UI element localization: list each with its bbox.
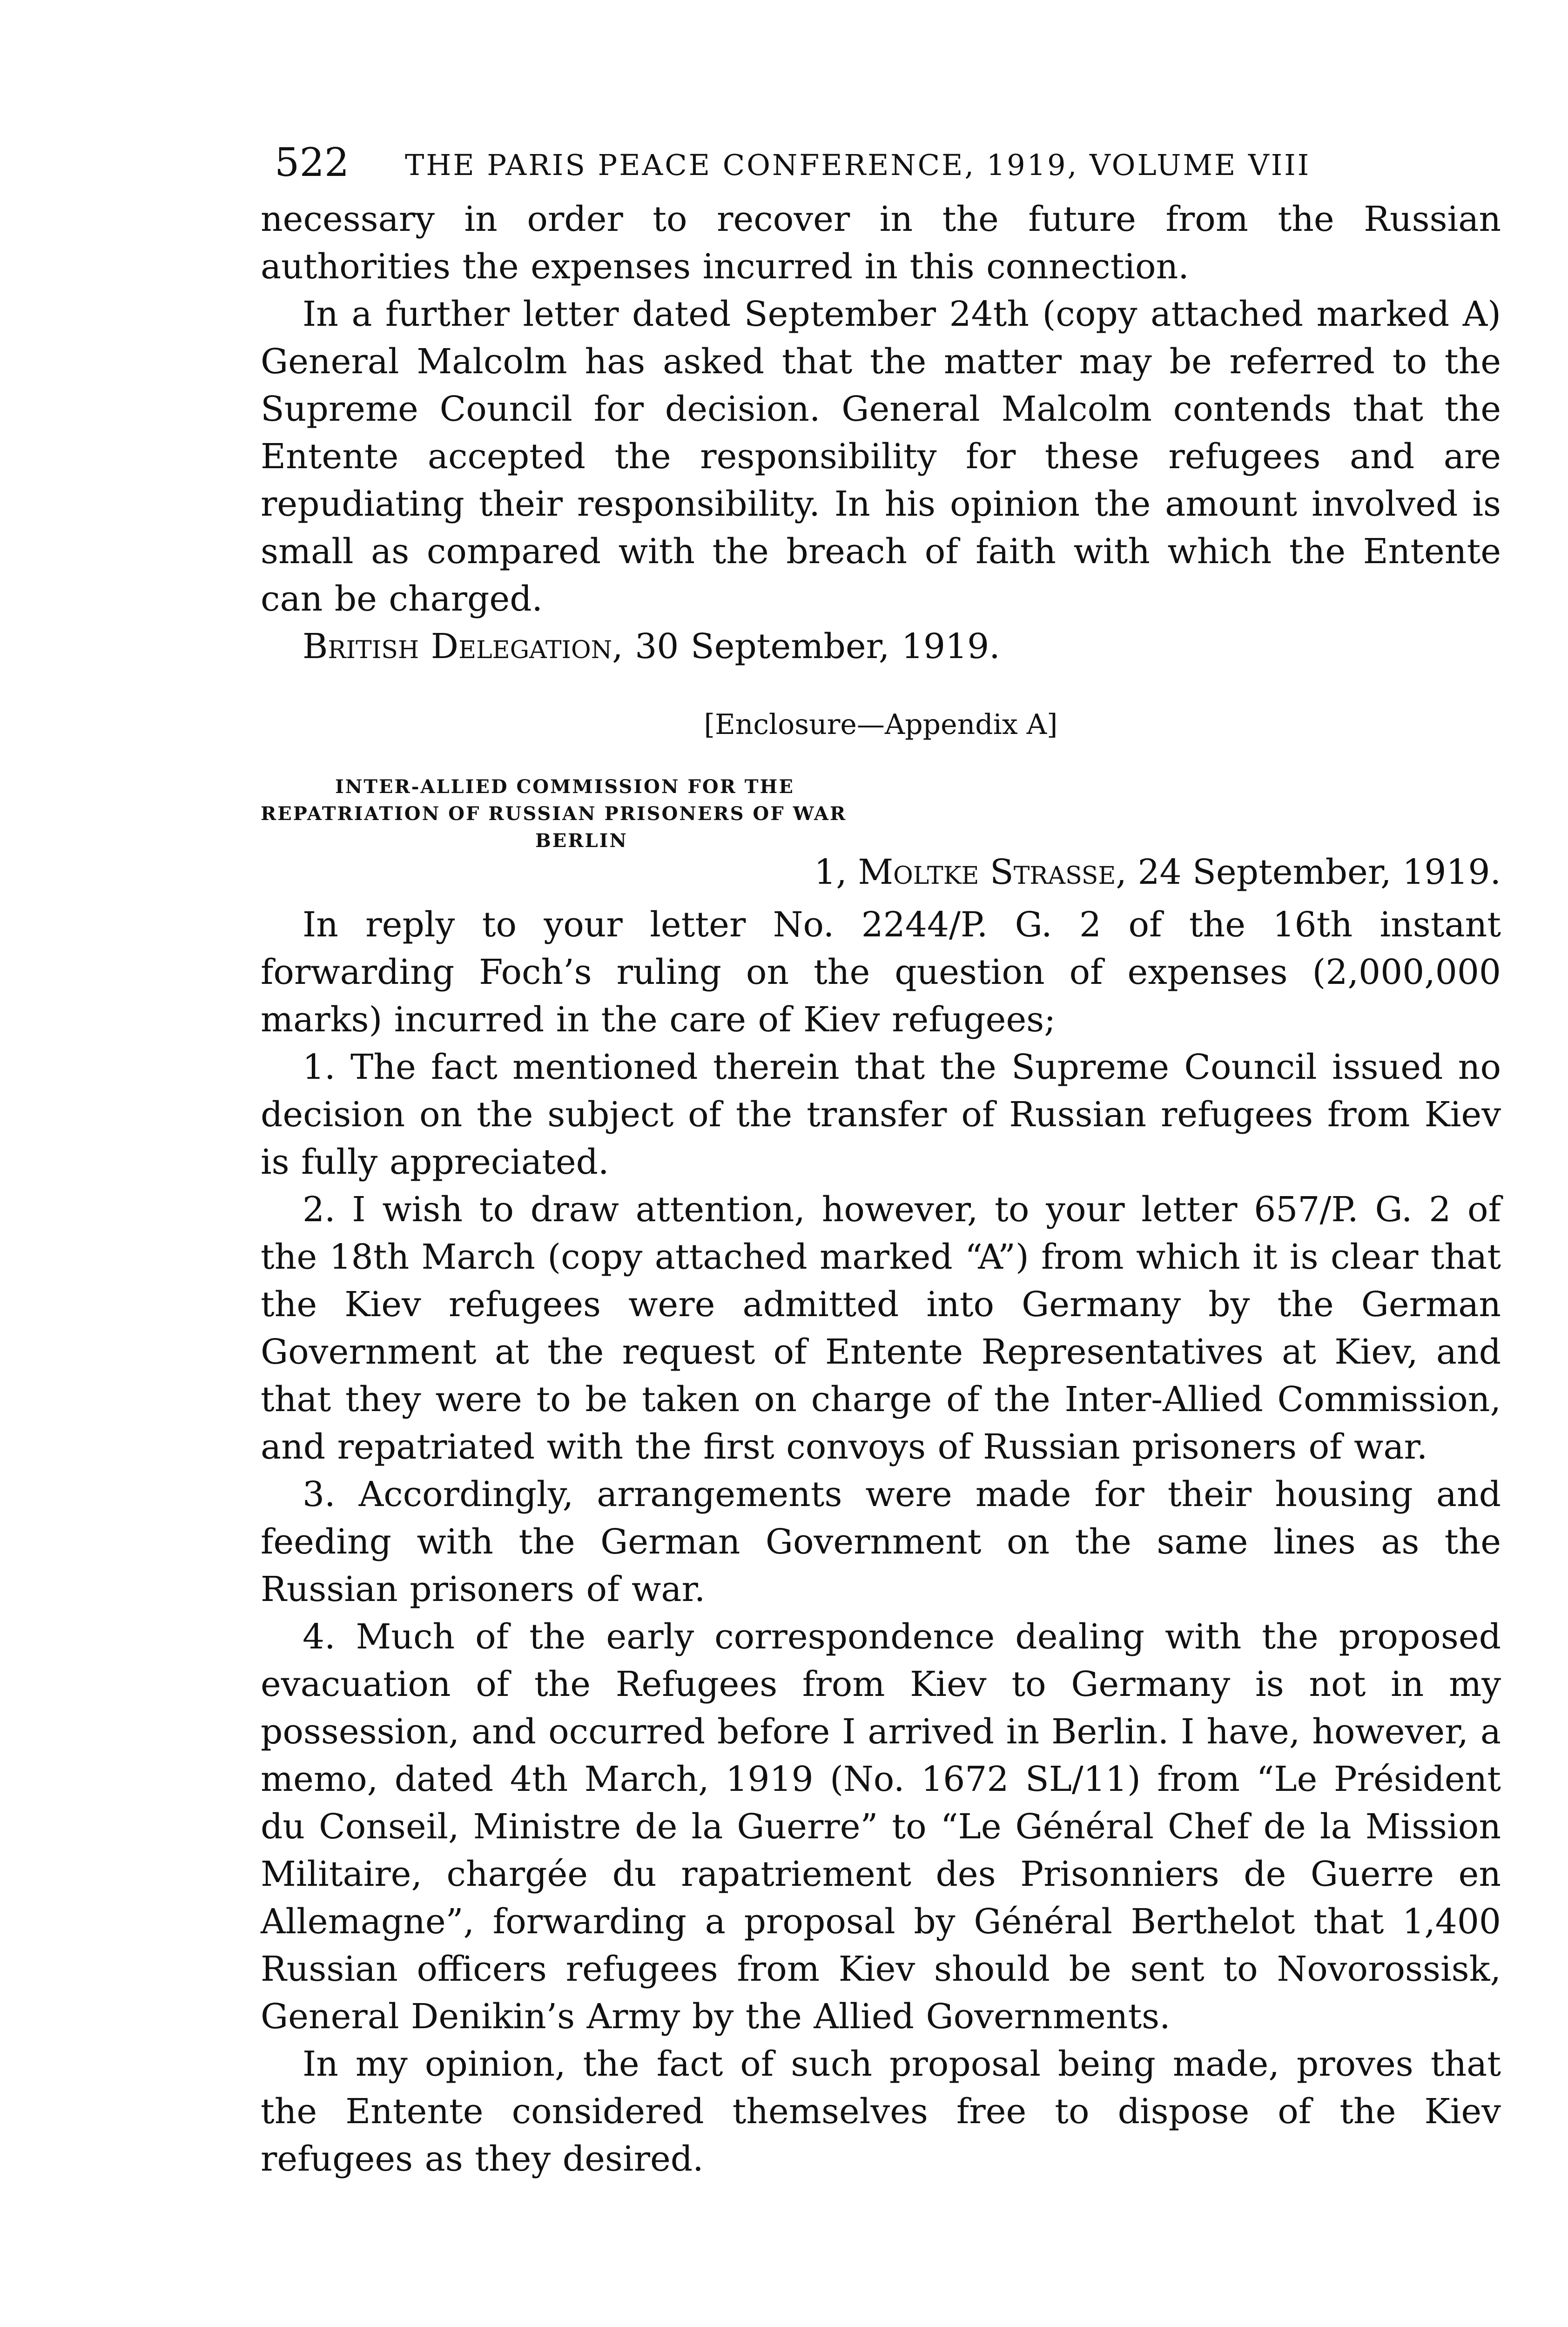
letter-dateline xyxy=(261,849,1501,895)
page-number: 522 xyxy=(275,140,350,185)
running-head xyxy=(261,140,1501,195)
document-page xyxy=(261,140,1501,2183)
letterhead-line: REPATRIATION OF RUSSIAN PRISONERS OF WAR xyxy=(261,803,847,825)
delegation-signature xyxy=(261,623,1501,670)
letter-date: 24 September, 1919. xyxy=(1126,852,1501,892)
body-paragraph-further-letter: In a further letter dated September 24th (copy attached marked A) General Malcolm has asked that the matter may be referred to the Supreme Council for decision. General Malcolm contends that the Entente accepted the responsibility for these refugees and are repudiating their responsibility. In his opinion the amount involved is small as compared with the breach of faith with which the Entente can be charged. xyxy=(261,294,1501,619)
letterhead-line: INTER-ALLIED COMMISSION FOR THE xyxy=(335,776,794,798)
body-paragraph-continuation: necessary in order to recover in the future from the Russian authorities the expenses incurred in this connection. xyxy=(261,199,1501,287)
letter-paragraph: In reply to your letter No. 2244/P. G. 2 of the 16th instant forwarding Foch’s ruling on the question of expenses (2,000,000 marks) incurred in the care of Kiev refugees; xyxy=(261,905,1501,1040)
letter-paragraph: 4. Much of the early correspondence dealing with the proposed evacuation of the Refugees from Kiev to Germany is not in my possession, and occurred before I arrived in Berlin. I have, however, a memo, dated 4th March, 1919 (No. 1672 SL/11) from “Le Président du Conseil, Ministre de la Guerre” to “Le Général Chef de la Mission Militaire, chargée du rapatriement des Prisonniers de Guerre en Allemagne”, forwarding a proposal by Général Berthelot that 1,400 Russian officers refugees from Kiev should be sent to Novorossisk, General Denikin’s Army by the Allied Governments. xyxy=(261,1617,1501,2037)
letter-paragraph: 1. The fact mentioned therein that the Supreme Council issued no decision on the subject of the transfer of Russian refugees from Kiev is fully appreciated. xyxy=(261,1047,1501,1182)
enclosure-label: [Enclosure—Appendix A] xyxy=(704,708,1058,741)
letter-paragraph: 2. I wish to draw attention, however, to your letter 657/P. G. 2 of the 18th March (copy attached marked “A”) from which it is clear that the Kiev refugees were admitted into Germany by the German Government at the request of Entente Representatives at Kiev, and that they were to be taken on charge of the Inter-Allied Commission, and repatriated with the first convoys of Russian prisoners of war. xyxy=(261,1190,1501,1467)
signature-name: British Delegation, xyxy=(303,626,623,666)
running-title: THE PARIS PEACE CONFERENCE, 1919, VOLUME VIII xyxy=(405,148,1311,182)
letterhead xyxy=(261,773,1501,854)
signature-date: 30 September, 1919. xyxy=(623,626,1000,666)
letter-address: 1, Moltke Strasse, xyxy=(814,852,1127,892)
letter-paragraph: 3. Accordingly, arrangements were made for their housing and feeding with the German Government on the same lines as the Russian prisoners of war. xyxy=(261,1474,1501,1609)
letterhead-city: BERLIN xyxy=(535,830,628,852)
letter-paragraph: In my opinion, the fact of such proposal being made, proves that the Entente considered themselves free to dispose of the Kiev refugees as they desired. xyxy=(261,2044,1501,2179)
